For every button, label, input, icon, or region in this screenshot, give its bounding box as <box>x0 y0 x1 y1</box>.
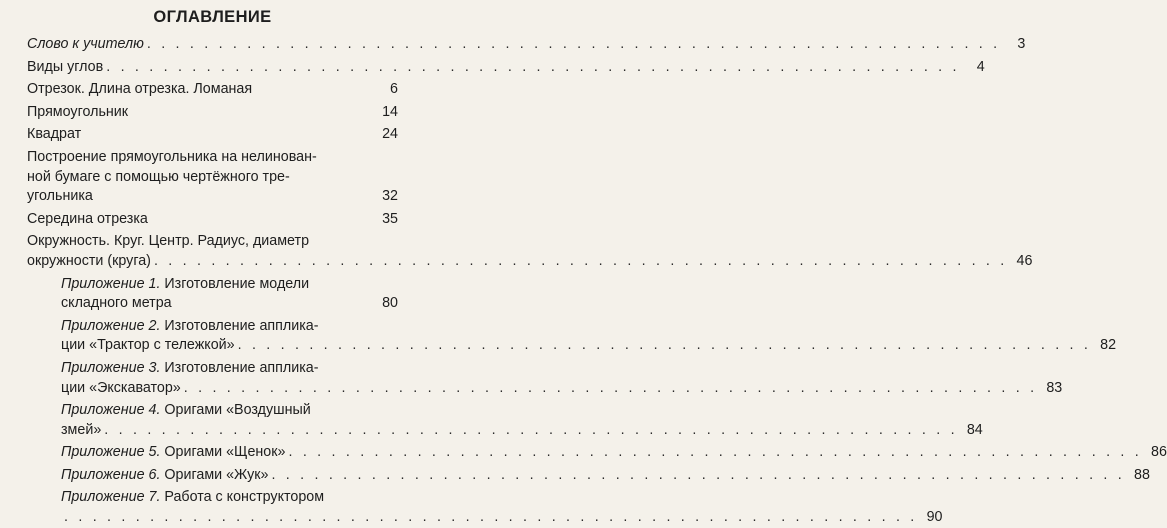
appendix-label: Приложение 7. <box>61 489 161 506</box>
toc-entry-text: Середина отрезка <box>27 210 148 227</box>
page-number: 82 <box>1100 337 1117 354</box>
toc-entry-line <box>27 35 1026 55</box>
leader-dots: . . . . . . . . . . . . . . . . . . . . . . . . . . . . . . . . . . . . . . . . . . . . . . . . . . . . . . . . . . . . <box>64 509 918 526</box>
page-number: 14 <box>382 103 398 120</box>
page-number: 83 <box>1046 379 1063 396</box>
toc-entry-line <box>61 294 398 314</box>
toc-entry-line <box>61 466 1150 486</box>
appendix-label: Приложение 2. <box>61 317 161 334</box>
toc-entry-line <box>27 58 985 78</box>
toc-entry <box>27 80 398 100</box>
toc-entry-text: ции «Экскаватор» <box>61 379 181 396</box>
toc-entry-text: Слово к учителю <box>27 36 144 52</box>
toc-entry-text: Построение прямоугольника на нелинован- <box>27 148 317 165</box>
leader-dots: . . . . . . . . . . . . . . . . . . . . . . . . . . . . . . . . . . . . . . . . . . . . . . . . . . . . . . . . . . . . <box>271 466 1125 483</box>
page-number: 24 <box>382 126 398 143</box>
appendix-label: Приложение 6. <box>61 466 161 483</box>
toc-entry-line <box>27 103 398 123</box>
toc-entry-line <box>61 443 1167 463</box>
page-number: 3 <box>1017 36 1026 52</box>
toc-entry-text: Отрезок. Длина отрезка. Ломаная <box>27 81 253 98</box>
page-number: 88 <box>1134 466 1150 483</box>
toc-entry-line <box>61 317 398 337</box>
toc-entry-line <box>27 168 398 188</box>
toc-entry-line <box>61 359 398 379</box>
toc-entry-line <box>27 232 398 252</box>
toc-entry <box>27 488 943 527</box>
toc-entry-line <box>61 401 398 421</box>
toc-entry-text: змей» <box>61 421 102 438</box>
leader-dots: . . . . . . . . . . . . . . . . . . . . . . . . . . . . . . . . . . . . . . . . . . . . . . . . . . . . . . . . . . . . <box>146 36 1001 52</box>
page-number: 90 <box>926 509 943 526</box>
leader-dots: . . . . . . . . . . . . . . . . . . . . . . . . . . . . . . . . . . . . . . . . . . . . . . . . . . . . . . . . . . . . <box>183 379 1038 396</box>
toc-entry-text: Квадрат <box>27 126 82 143</box>
toc-entry-text: Изготовление модели <box>164 275 310 292</box>
leader-dots: . . . . . . . . . . . . . . . . . . . . . . . . . . . . . . . . . . . . . . . . . . . . . . . . . . . . . . . . . . . . <box>104 421 958 438</box>
toc-entry-line <box>61 379 1063 399</box>
toc-entry-text: ции «Трактор с тележкой» <box>61 337 235 354</box>
page-title: ОГЛАВЛЕНИЕ <box>153 8 272 26</box>
toc-entry-text: Изготовление апплика- <box>164 317 319 334</box>
toc-entry-line <box>61 275 398 295</box>
page-number: 35 <box>382 210 398 227</box>
toc-entry-text: Оригами «Жук» <box>164 466 269 483</box>
toc-entry-line <box>27 148 398 168</box>
leader-dots: . . . . . . . . . . . . . . . . . . . . . . . . . . . . . . . . . . . . . . . . . . . . . . . . . . . . . . . . . . . . <box>288 444 1142 461</box>
toc-entry-line <box>61 508 943 528</box>
toc-entry-text: окружности (круга) <box>27 252 151 269</box>
toc-entry <box>27 125 398 145</box>
toc-entry-text: Виды углов <box>27 58 104 75</box>
toc-entry-line <box>27 125 398 145</box>
page-number: 4 <box>976 58 985 75</box>
page-number: 46 <box>1016 252 1033 269</box>
page-number: 32 <box>382 188 398 205</box>
toc-entry-line <box>61 421 983 441</box>
toc-entry <box>27 443 1167 463</box>
toc-entry <box>27 466 1150 486</box>
toc-entry <box>27 210 398 230</box>
toc-entry-line <box>27 80 398 100</box>
appendix-label: Приложение 5. <box>61 444 161 461</box>
toc-entry <box>27 359 1063 398</box>
toc-entry <box>27 103 398 123</box>
toc-entry <box>27 401 983 440</box>
appendix-label: Приложение 4. <box>61 402 161 419</box>
toc-entry <box>27 275 398 314</box>
toc-entry-text: Оригами «Воздушный <box>164 402 311 419</box>
leader-dots: . . . . . . . . . . . . . . . . . . . . . . . . . . . . . . . . . . . . . . . . . . . . . . . . . . . . . . . . . . . . <box>237 337 1092 354</box>
toc-entry-line <box>27 252 1033 272</box>
toc-entry-text: складного метра <box>61 295 172 312</box>
toc-entry-text: Изготовление апплика- <box>164 359 319 376</box>
toc-entry-text: Оригами «Щенок» <box>164 444 286 461</box>
leader-dots: . . . . . . . . . . . . . . . . . . . . . . . . . . . . . . . . . . . . . . . . . . . . . . . . . . . . . . . . . . . . <box>153 252 1008 269</box>
leader-dots: . . . . . . . . . . . . . . . . . . . . . . . . . . . . . . . . . . . . . . . . . . . . . . . . . . . . . . . . . . . . <box>106 58 960 75</box>
toc-entry-text: Работа с конструктором <box>164 489 325 506</box>
toc-entry-text: Окружность. Круг. Центр. Радиус, диаметр <box>27 233 310 250</box>
toc-entry <box>27 58 985 78</box>
table-of-contents <box>27 35 1167 528</box>
toc-entry <box>27 232 1033 271</box>
toc-entry <box>27 148 398 207</box>
page-number: 80 <box>382 295 398 312</box>
appendix-label: Приложение 3. <box>61 359 161 376</box>
toc-entry <box>27 317 1117 356</box>
toc-entry-text: ной бумаге с помощью чертёжного тре- <box>27 168 290 185</box>
toc-entry-line <box>27 187 398 207</box>
toc-entry-text: Прямоугольник <box>27 103 129 120</box>
toc-entry-line <box>27 210 398 230</box>
toc-entry-line <box>61 488 398 508</box>
page-number: 84 <box>966 421 983 438</box>
toc-entry-text: угольника <box>27 188 93 205</box>
toc-entry <box>27 35 1026 55</box>
page-number: 86 <box>1151 444 1167 461</box>
appendix-label: Приложение 1. <box>61 275 161 292</box>
toc-entry-line <box>61 336 1117 356</box>
page-number: 6 <box>390 81 398 98</box>
